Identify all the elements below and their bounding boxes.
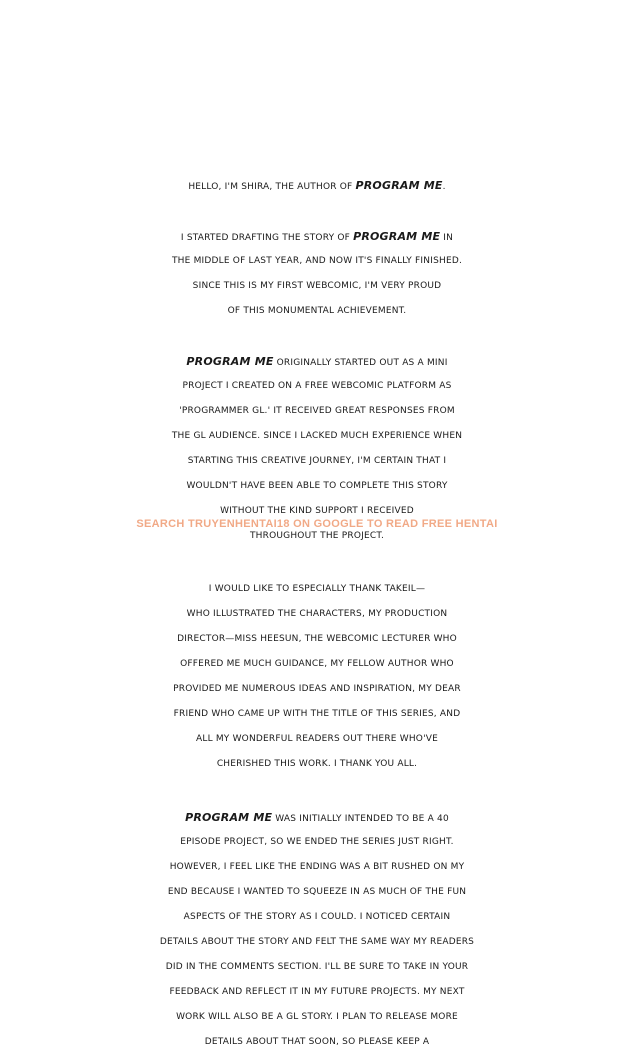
- watermark-text: SEARCH TRUYENHENTAI18 ON GOOGLE TO READ FREE HENTAI: [136, 518, 498, 530]
- series-title: PROGRAM ME: [355, 179, 443, 192]
- text-line: I WOULD LIKE TO ESPECIALLY THANK TAKEIL—: [208, 584, 426, 594]
- text-line: [0, 349, 634, 374]
- paragraph-drafting: [0, 224, 634, 324]
- series-title: PROGRAM ME: [353, 230, 441, 243]
- text-line: ALL MY WONDERFUL READERS OUT THERE WHO'VE: [196, 734, 438, 744]
- text-line: SINCE THIS IS MY FIRST WEBCOMIC, I'M VERY PROUD: [192, 281, 442, 291]
- text-span: I STARTED DRAFTING THE STORY OF: [180, 233, 354, 243]
- text-line: DIRECTOR—MISS HEESUN, THE WEBCOMIC LECTURER WHO: [177, 634, 457, 644]
- text-line: END BECAUSE I WANTED TO SQUEEZE IN AS MUCH OF THE FUN: [167, 887, 467, 897]
- text-line: PROVIDED ME NUMEROUS IDEAS AND INSPIRATION, MY DEAR: [173, 684, 461, 694]
- text-line: WORK WILL ALSO BE A GL STORY. I PLAN TO RELEASE MORE: [176, 1012, 458, 1022]
- text-line: FEEDBACK AND REFLECT IT IN MY FUTURE PROJECTS. MY NEXT: [169, 987, 465, 997]
- text-line: ASPECTS OF THE STORY AS I COULD. I NOTICED CERTAIN: [183, 912, 451, 922]
- text-span: HELLO, I'M SHIRA, THE AUTHOR OF: [188, 182, 356, 192]
- text-line: STARTING THIS CREATIVE JOURNEY, I'M CERTAIN THAT I: [187, 456, 447, 466]
- text-line: THROUGHOUT THE PROJECT.: [249, 531, 385, 541]
- text-line: 'PROGRAMMER GL.' IT RECEIVED GREAT RESPONSES FROM: [179, 406, 455, 416]
- text-line: DETAILS ABOUT THAT SOON, SO PLEASE KEEP A: [204, 1037, 430, 1047]
- text-line: WHO ILLUSTRATED THE CHARACTERS, MY PRODUCTION: [186, 609, 448, 619]
- text-span: ORIGINALLY STARTED OUT AS A MINI: [273, 358, 448, 368]
- text-line: [0, 805, 634, 830]
- text-line: WOULDN'T HAVE BEEN ABLE TO COMPLETE THIS STORY: [186, 481, 448, 491]
- text-span: .: [442, 182, 446, 192]
- paragraph-greeting: [0, 173, 634, 198]
- text-line: OFFERED ME MUCH GUIDANCE, MY FELLOW AUTHOR WHO: [180, 659, 454, 669]
- text-line: CHERISHED THIS WORK. I THANK YOU ALL.: [216, 759, 418, 769]
- text-line: OF THIS MONUMENTAL ACHIEVEMENT.: [227, 306, 407, 316]
- series-title: PROGRAM ME: [185, 811, 273, 824]
- text-line: FRIEND WHO CAME UP WITH THE TITLE OF THIS SERIES, AND: [173, 709, 461, 719]
- text-line: EPISODE PROJECT, SO WE ENDED THE SERIES JUST RIGHT.: [180, 837, 454, 847]
- text-line: DETAILS ABOUT THE STORY AND FELT THE SAME WAY MY READERS: [159, 937, 475, 947]
- text-line: WITHOUT THE KIND SUPPORT I RECEIVED: [220, 506, 414, 516]
- text-line: PROJECT I CREATED ON A FREE WEBCOMIC PLATFORM AS: [182, 381, 452, 391]
- text-line: DID IN THE COMMENTS SECTION. I'LL BE SURE TO TAKE IN YOUR: [165, 962, 469, 972]
- series-title: PROGRAM ME: [186, 355, 274, 368]
- text-line: THE MIDDLE OF LAST YEAR, AND NOW IT'S FINALLY FINISHED.: [171, 256, 463, 266]
- text-line: [0, 173, 634, 198]
- text-line: THE GL AUDIENCE. SINCE I LACKED MUCH EXPERIENCE WHEN: [171, 431, 463, 441]
- paragraph-ending: [0, 805, 634, 1055]
- text-line: HOWEVER, I FEEL LIKE THE ENDING WAS A BIT RUSHED ON MY: [169, 862, 465, 872]
- paragraph-thanks: [0, 577, 634, 777]
- text-line: [0, 224, 634, 249]
- text-span: IN: [440, 233, 454, 243]
- text-span: WAS INITIALLY INTENDED TO BE A 40: [272, 814, 449, 824]
